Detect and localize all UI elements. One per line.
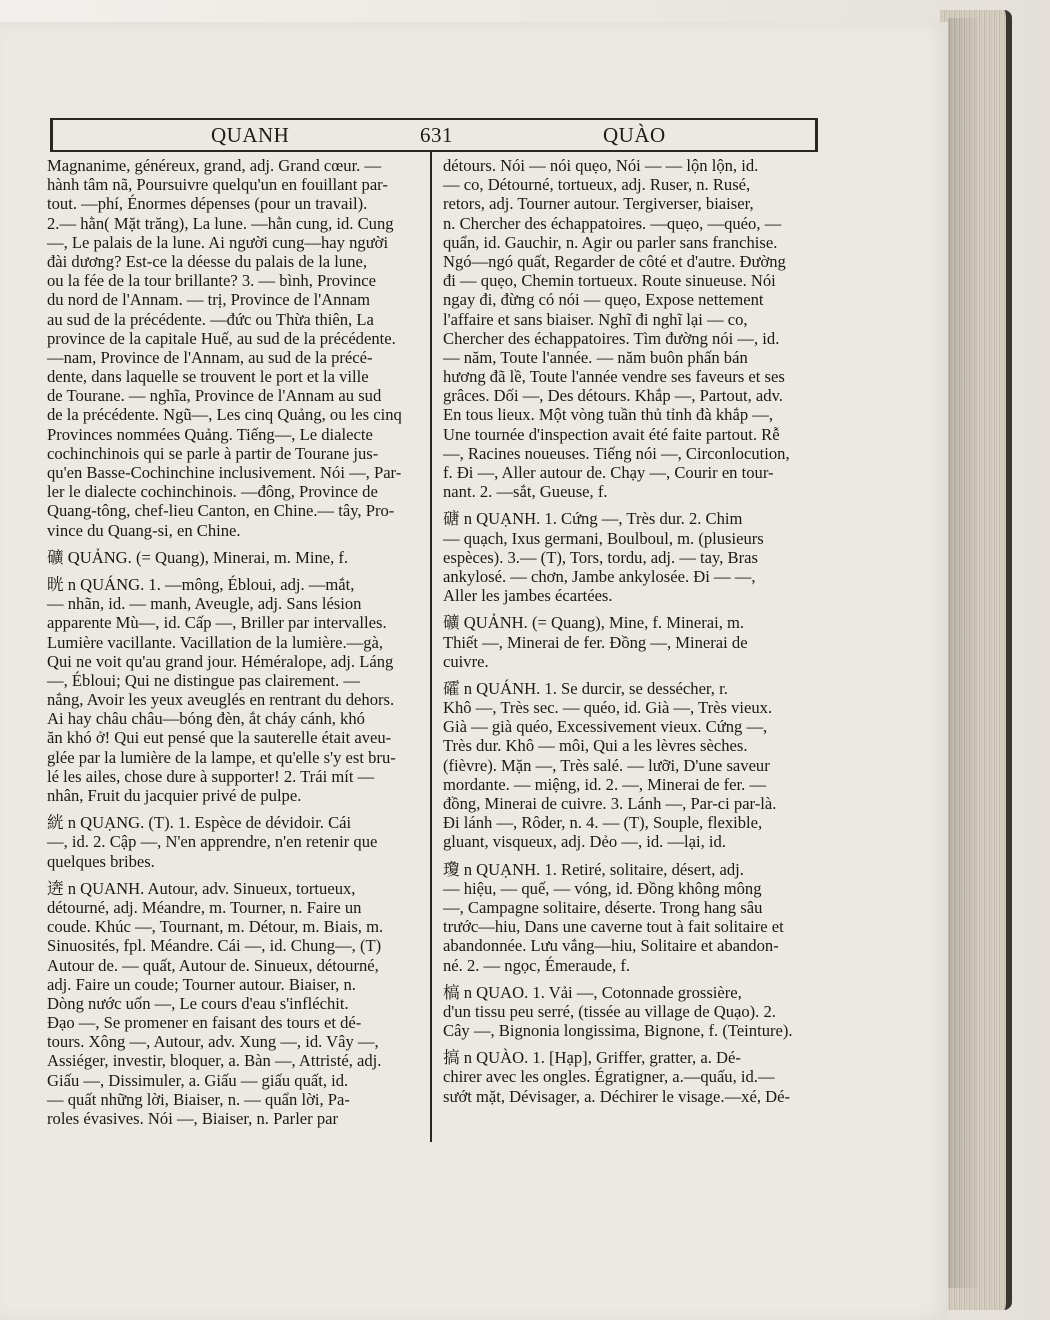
- text-line: ăn khó ở! Qui eut pensé que la sauterelle était aveu-: [47, 728, 392, 748]
- text-line: province de la capitale Huế, au sud de la précédente.: [47, 328, 396, 348]
- text-line: gluant, visqueux, adj. Dẻo —, id. —lại, id.: [443, 832, 726, 852]
- text-line: Thiết —, Minerai de fer. Đồng —, Minerai de: [443, 632, 748, 652]
- text-line: cuivre.: [443, 651, 489, 671]
- text-line: —, id. 2. Cập —, N'en apprendre, n'en retenir que: [47, 832, 378, 852]
- text-line: 礦 QUẢNG. (= Quang), Minerai, m. Mine, f.: [47, 547, 349, 567]
- text-line: vince du Quang-si, en Chine.: [47, 520, 241, 540]
- text-line: grâces. Dối —, Des détours. Khắp —, Partout, adv.: [443, 386, 783, 406]
- page-number: 631: [420, 123, 453, 147]
- text-line: Provinces nommées Quảng. Tiếng—, Le dialecte: [47, 424, 373, 444]
- text-line: 搞 n QUÀO. 1. [Hạp], Griffer, gratter, a. Dé-: [443, 1048, 741, 1068]
- text-line: quelques bribes.: [47, 851, 155, 871]
- text-line: f. Đi —, Aller autour de. Chạy —, Courir en tour-: [443, 463, 774, 482]
- text-line: 絖 n QUẠNG. (T). 1. Espèce de dévidoir. Cái: [47, 813, 352, 833]
- text-line: — quất những lời, Biaiser, n. — quẩn lời, Pa-: [47, 1089, 350, 1109]
- text-line: au sud de la précédente. —đức ou Thừa thiên, La: [47, 309, 374, 329]
- text-line: de la précédente. Ngũ—, Les cinq Quảng, ou les cinq: [47, 405, 402, 425]
- text-line: lé les ailes, chose dure à supporter! 2. Trái mít —: [47, 766, 375, 786]
- text-line: — năm, Toute l'année. — năm buôn phấn bán: [443, 347, 748, 367]
- text-line: — co, Détourné, tortueux, adj. Ruser, n. Rusé,: [443, 175, 751, 195]
- right-column: [443, 156, 819, 1106]
- text-line: Une tournée d'inspection avait été faite partout. Rễ: [443, 424, 780, 444]
- text-line: Assiéger, investir, bloquer, a. Bàn —, Attristé, adj.: [47, 1051, 382, 1071]
- text-line: sướt mặt, Dévisager, a. Déchirer le visage.—xé, Dé-: [443, 1086, 791, 1106]
- entry-gap: [47, 540, 426, 548]
- text-line: đi — quẹo, Chemin tortueux. Route sinueuse. Nói: [443, 271, 776, 291]
- entry-gap: [443, 852, 819, 860]
- text-line: nhân, Fruit du jacquier privé de pulpe.: [47, 786, 302, 805]
- text-line: 磄 n QUẠNH. 1. Cứng —, Très dur. 2. Chim: [443, 509, 743, 529]
- text-line: —, Ébloui; Qui ne distingue pas clairement. —: [47, 670, 360, 690]
- text-line: 礭 n QUÁNH. 1. Se durcir, se dessécher, r.: [443, 678, 728, 698]
- entry-gap: [47, 567, 426, 575]
- text-line: mordante. — miệng, id. 2. —, Minerai de fer. —: [443, 774, 767, 794]
- text-line: đồng, Minerai de cuivre. 3. Lánh —, Par-ci par-là.: [443, 794, 777, 813]
- entry-gap: [443, 605, 819, 613]
- text-line: Quang-tông, chef-lieu Canton, en Chine.— tây, Pro-: [47, 501, 395, 521]
- text-line: —, Racines noueuses. Tiếng nói —, Circonlocution,: [443, 443, 790, 463]
- text-line: Chercher des échappatoires. Tìm đường nói —, id.: [443, 328, 780, 348]
- text-line: de Tourane. — nghĩa, Province de l'Annam au sud: [47, 386, 382, 406]
- text-line: — hiệu, — quế, — vóng, id. Đồng không mông: [443, 878, 762, 898]
- text-line: du nord de l'Annam. — trị, Province de l'Annam: [47, 290, 371, 310]
- text-line: adj. Faire un coude; Tourner autour. Biaiser, n.: [47, 974, 356, 994]
- text-line: Autour de. — quất, Autour de. Sinueux, détourné,: [47, 955, 379, 975]
- entry-gap: [443, 975, 819, 983]
- text-line: (fièvre). Mặn —, Très salé. — lưỡi, D'une saveur: [443, 755, 770, 775]
- text-line: Đi lánh —, Rôder, n. 4. — (T), Souple, flexible,: [443, 813, 763, 833]
- text-line: Ai hay châu châu—bóng đèn, ắt cháy cánh, khó: [47, 709, 365, 729]
- entry-gap: [443, 671, 819, 679]
- running-header: [50, 118, 818, 152]
- text-line: —, Campagne solitaire, déserte. Trong hang sâu: [443, 897, 763, 917]
- text-line: détours. Nói — nói quẹo, Nói — — lộn lộn, id.: [443, 156, 759, 175]
- text-line: détourné, adj. Méandre, m. Tourner, n. Faire un: [47, 897, 362, 917]
- text-line: 瓊 n QUẠNH. 1. Retiré, solitaire, désert, adj.: [443, 859, 744, 879]
- text-line: Très dur. Khô — môi, Qui a les lèvres sèches.: [443, 736, 748, 756]
- header-right-word: QUÀO: [603, 123, 666, 147]
- text-line: Cây —, Bignonia longissima, Bignone, f. (Teinture).: [443, 1021, 793, 1041]
- left-column: [47, 156, 426, 1128]
- text-line: roles évasives. Nói —, Biaiser, n. Parler par: [47, 1109, 339, 1128]
- text-line: ou la fée de la tour brillante? 3. — bình, Province: [47, 271, 377, 291]
- text-line: d'un tissu peu serré, (tissée au village de Quạo). 2.: [443, 1001, 776, 1021]
- text-line: Khô —, Très sec. — quéo, id. Già —, Très vieux.: [443, 698, 773, 718]
- text-line: 晄 n QUÁNG. 1. —mông, Ébloui, adj. —mắt,: [47, 574, 355, 594]
- text-line: hành tâm nã, Poursuivre quelqu'un en fouillant par-: [47, 175, 388, 195]
- text-line: 2.— hằn( Mặt trăng), La lune. —hằn cung, id. Cung: [47, 213, 394, 233]
- text-line: Dòng nước uốn —, Le cours d'eau s'infléchit.: [47, 993, 349, 1013]
- text-line: đài dương? Est-ce la déesse du palais de la lune,: [47, 251, 368, 271]
- text-line: dente, dans laquelle se trouvent le port et la ville: [47, 367, 369, 387]
- text-line: — quạch, Ixus germani, Boulboul, m. (plusieurs: [443, 528, 764, 548]
- text-line: espèces). 3.— (T), Tors, tordu, adj. — tay, Bras: [443, 547, 758, 567]
- text-line: l'affaire et sans biaiser. Nghĩ đi nghĩ lại — co,: [443, 309, 748, 329]
- text-line: cochinchinois qui se parle à partir de Tourane jus-: [47, 443, 379, 463]
- text-line: — nhãn, id. — manh, Aveugle, adj. Sans lésion: [47, 594, 362, 614]
- text-line: Giấu —, Dissimuler, a. Giấu — giấu quất, id.: [47, 1070, 349, 1090]
- text-line: Đạo —, Se promener en faisant des tours et dé-: [47, 1013, 362, 1033]
- text-line: Ngó—ngó quất, Regarder de côté et d'autre. Đường: [443, 251, 786, 271]
- text-line: coude. Khúc —, Tournant, m. Détour, m. Biais, m.: [47, 917, 384, 937]
- text-line: tours. Xông —, Autour, adv. Xung —, id. Vây —,: [47, 1032, 379, 1052]
- text-line: Sinuosités, fpl. Méandre. Cái —, id. Chung—, (T): [47, 936, 382, 956]
- text-line: ngay đi, đừng có nói — quẹo, Expose nettement: [443, 290, 764, 310]
- entry-gap: [47, 805, 426, 813]
- entry-gap: [443, 1040, 819, 1048]
- text-line: —nam, Province de l'Annam, au sud de la précé-: [47, 347, 373, 367]
- text-line: apparente Mù—, id. Cấp —, Briller par intervalles.: [47, 613, 387, 633]
- text-line: —, Le palais de la lune. Ai người cung—hay người: [47, 232, 389, 252]
- text-line: Qui ne voit qu'au grand jour. Héméralope, adj. Láng: [47, 651, 394, 671]
- text-line: glée par la lumière de la lampe, et qu'elle s'y est bru-: [47, 747, 396, 767]
- text-line: ler le dialecte cochinchinois. —đông, Province de: [47, 482, 378, 502]
- text-line: abandonnée. Lưu vắng—hiu, Solitaire et abandon-: [443, 936, 779, 956]
- text-line: ankylosé. — chơn, Jambe ankylosée. Đi — —,: [443, 566, 756, 586]
- text-line: trước—hiu, Dans une caverne tout à fait solitaire et: [443, 917, 784, 937]
- text-line: Aller les jambes écartées.: [443, 586, 613, 606]
- text-line: En tous lieux. Một vòng tuần thủ tỉnh đà khắp —,: [443, 405, 774, 425]
- text-line: chirer avec les ongles. Égratigner, a.—quấu, id.—: [443, 1067, 775, 1087]
- text-line: tout. —phí, Énormes dépenses (pour un travail).: [47, 194, 368, 214]
- text-line: 逩 n QUANH. Autour, adv. Sinueux, tortueux,: [47, 878, 356, 898]
- page-gutter-shadow: [948, 18, 978, 1288]
- text-line: Magnanime, généreux, grand, adj. Grand cœur. —: [47, 156, 382, 175]
- header-left-word: QUANH: [211, 123, 290, 147]
- text-line: 槁 n QUAO. 1. Vải —, Cotonnade grossière,: [443, 982, 742, 1002]
- text-line: quẩn, id. Gauchir, n. Agir ou parler sans franchise.: [443, 232, 778, 252]
- text-line: n. Chercher des échappatoires. —quẹo, —quéo, —: [443, 213, 782, 233]
- text-line: nắng, Avoir les yeux aveuglés en rentrant du dehors.: [47, 690, 395, 710]
- entry-gap: [443, 501, 819, 509]
- text-line: 礦 QUẢNH. (= Quang), Mine, f. Minerai, m.: [443, 613, 745, 633]
- text-line: retors, adj. Tourner autour. Tergiverser, biaiser,: [443, 194, 754, 214]
- entry-gap: [47, 871, 426, 879]
- column-divider: [430, 152, 432, 1142]
- text-line: Lumière vacillante. Vacillation de la lumière.—gà,: [47, 632, 384, 652]
- text-line: nant. 2. —sắt, Gueuse, f.: [443, 482, 608, 502]
- text-line: hương đã lề, Toute l'année vendre ses faveurs et ses: [443, 367, 785, 387]
- text-line: qu'en Basse-Cochinchine inclusivement. Nói —, Par-: [47, 463, 402, 482]
- text-line: Già — già quéo, Excessivement vieux. Cứng —,: [443, 717, 768, 737]
- text-line: né. 2. — ngọc, Émeraude, f.: [443, 955, 631, 975]
